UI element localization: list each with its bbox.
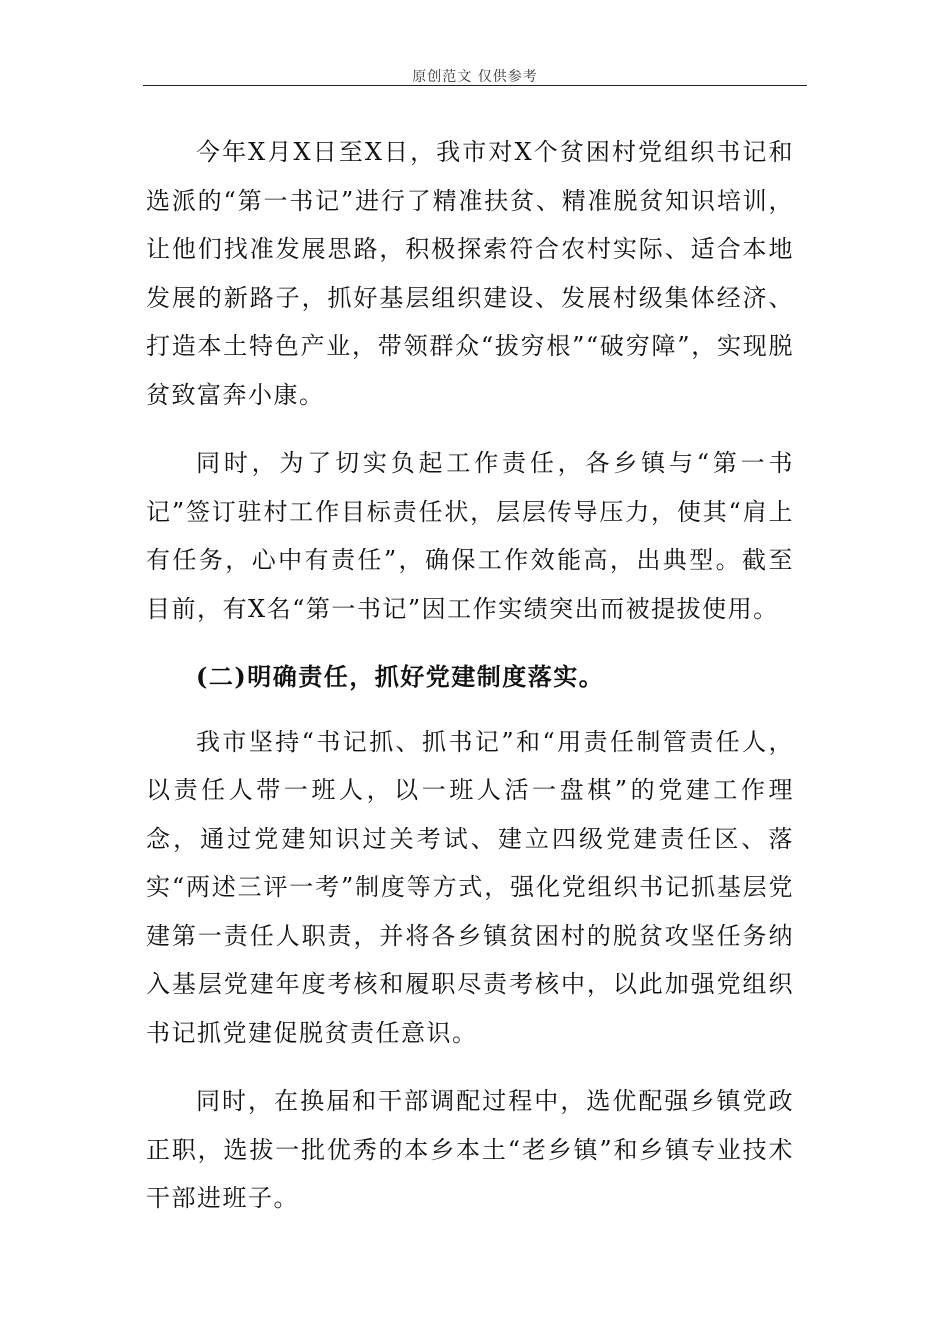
header-divider: [143, 85, 807, 86]
page-header: 原创范文 仅供参考: [412, 69, 538, 85]
paragraph: 同时，为了切实负起工作责任，各乡镇与“第一书记”签订驻村工作目标责任状，层层传导压力，使其“肩上有任务，心中有责任”，确保工作效能高，出典型。截至目前，有X名“第一书记”因工作实绩突出而被提拔使用。: [146, 449, 794, 623]
paragraph: 同时，在换届和干部调配过程中，选优配强乡镇党政正职，选拔一批优秀的本乡本土“老乡镇”和乡镇专业技术干部进班子。: [146, 1087, 794, 1212]
paragraph: 我市坚持“书记抓、抓书记”和“用责任制管责任人，以责任人带一班人，以一班人活一盘棋”的党建工作理念，通过党建知识过关考试、建立四级党建责任区、落实“两述三评一考”制度等方式，强化党组织书记抓基层党建第一责任人职责，并将各乡镇贫困村的脱贫攻坚任务纳入基层党建年度考核和履职尽责考核中，以此加强党组织书记抓党建促脱贫责任意识。: [146, 727, 794, 1047]
document-body: [146, 128, 794, 1243]
section-heading: (二)明确责任，抓好党建制度落实。: [196, 662, 605, 691]
paragraph: 今年X月X日至X日，我市对X个贫困村党组织书记和选派的“第一书记”进行了精准扶贫、精准脱贫知识培训，让他们找准发展思路，积极探索符合农村实际、适合本地发展的新路子，抓好基层组织建设、发展村级集体经济、打造本土特色产业，带领群众“拔穷根”“破穷障”，实现脱贫致富奔小康。: [146, 138, 794, 409]
